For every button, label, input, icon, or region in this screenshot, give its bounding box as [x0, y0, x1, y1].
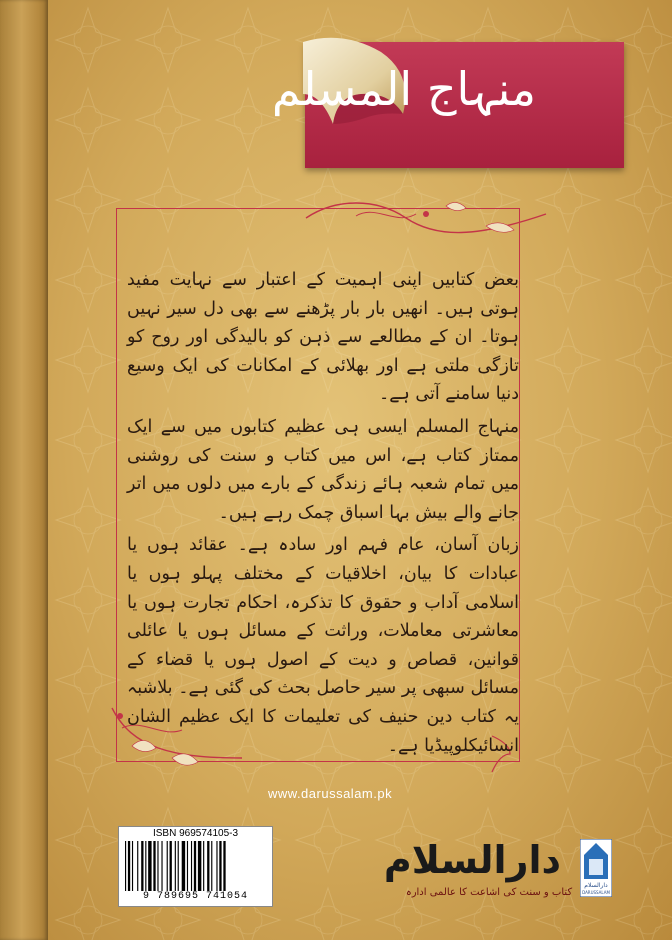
book-title: منہاج المسلم — [271, 62, 536, 116]
website-url: www.darussalam.pk — [268, 786, 393, 801]
isbn-text: ISBN 969574105-3 — [152, 828, 239, 839]
description-paragraph-2: منہاج المسلم ایسی ہی عظیم کتابوں میں سے ایک ممتاز کتاب ہے، اس میں کتاب و سنت کی روشنی میں تمام شعبہ ہائے زندگی کے بارے میں دلوں میں اتر جانے والے بیش بہا اسباق چمک رہے ہیں۔ — [127, 416, 519, 523]
barcode-number: 9 789695 741054 — [142, 891, 248, 902]
top-ornament — [296, 196, 556, 244]
description-paragraph-1: بعض کتابیں اپنی اہمیت کے اعتبار سے نہایت مفید ہوتی ہیں۔ انھیں بار بار پڑھنے سے بھی دل سیر نہیں ہوتا۔ ان کے مطالعے سے ذہن کو بالیدگی اور روح کو تازگی ملتی ہے اور بھلائی کے امکانات کی ایک وسیع دنیا سامنے آتی ہے۔ — [127, 270, 519, 405]
book-spine — [0, 0, 48, 940]
barcode-icon — [125, 841, 266, 891]
publisher-logo-icon — [580, 839, 612, 897]
barcode-label — [118, 826, 273, 907]
logo-text: دارالسلام — [584, 882, 608, 889]
title-banner — [271, 42, 624, 168]
book-description — [127, 266, 519, 764]
description-paragraph-3: زبان آسان، عام فہم اور سادہ ہے۔ عقائد ہوں یا عبادات کا بیان، اخلاقیات کے مختلف پہلو ہوں یا اسلامی آداب و حقوق کا تذکرہ، احکام تجارت ہوں یا معاشرتی معاملات، وراثت کے مسائل ہوں یا عائلی قوانین، قصاص و دیت کے اصول ہوں یا قضاء کے مسائل سبھی پر سیر حاصل بحث کی گئی ہے۔ بلاشبہ یہ کتاب دین حنیف کی تعلیمات کا ایک عظیم الشان انسائیکلوپیڈیا ہے۔ — [127, 535, 519, 756]
publisher-name: دارالسلام — [383, 838, 561, 882]
publisher-tagline: کتاب و سنت کی اشاعت کا عالمی ادارہ — [405, 887, 573, 898]
logo-caption: DARUSSALAM — [582, 890, 610, 895]
publisher-block — [383, 835, 615, 915]
